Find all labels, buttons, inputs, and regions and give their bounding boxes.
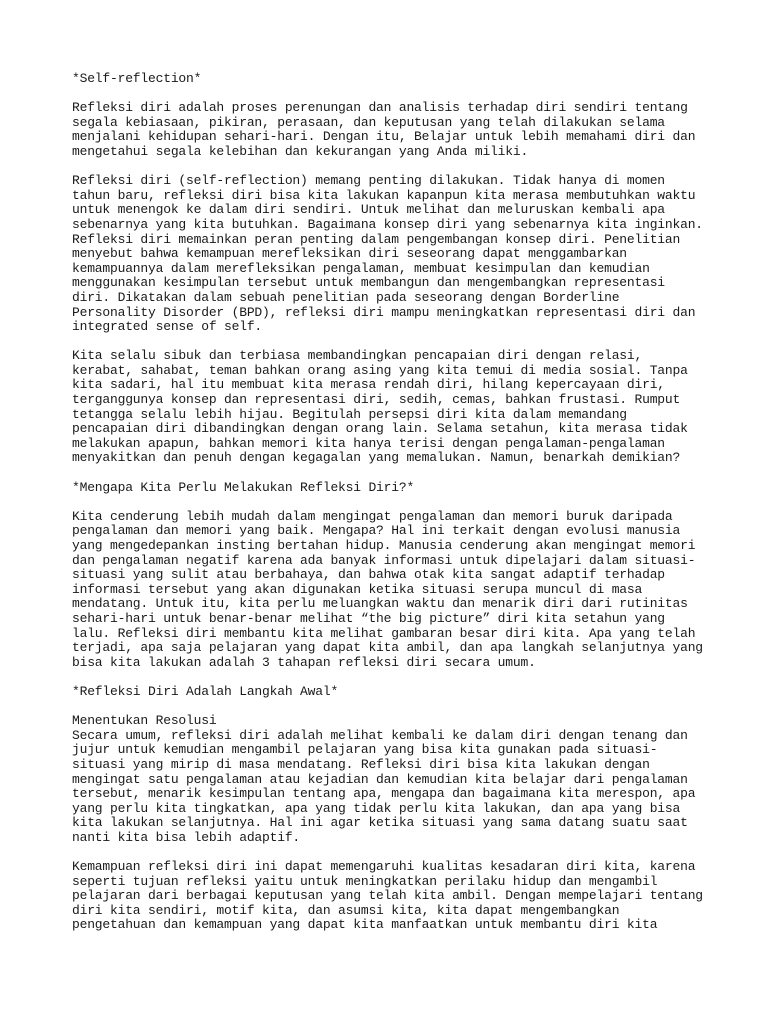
text-line: yang perlu kita tingkatkan, apa yang tidak perlu kita lakukan, dan apa yang bisa (72, 800, 681, 816)
text-line: pengetahuan dan kemampuan yang dapat kita manfaatkan untuk membantu diri kita (72, 917, 658, 933)
text-line: pengalaman dan memori yang baik. Mengapa? Hal ini terkait dengan evolusi manusia (72, 523, 681, 539)
section-heading (72, 481, 712, 496)
text-line: Secara umum, refleksi diri adalah melihat kembali ke dalam diri dengan tenang dan (72, 727, 688, 743)
text-line: diri. Dikatakan dalam sebuah penelitian pada seseorang dengan Borderline (72, 289, 620, 305)
text-line: mengingat satu pengalaman atau kejadian dan kemudian kita belajar dari pengalaman (72, 771, 688, 787)
text-line: situasi yang sulit atau berbahaya, dan bahwa otak kita sangat adaptif terhadap (72, 567, 665, 583)
text-line: diri kita sendiri, motif kita, dan asumsi kita, kita dapat mengembangkan (72, 902, 620, 918)
paragraph (72, 174, 712, 335)
text-line: menyakitkan dan penuh dengan kegagalan yang memalukan. Namun, benarkah demikian? (72, 450, 681, 466)
text-line: kita lakukan selanjutnya. Hal ini agar ketika situasi yang sama datang suatu saat (72, 815, 688, 831)
text-line: kemampuannya dalam merefleksikan pengalaman, membuat kesimpulan dan kemudian (72, 260, 650, 276)
section-heading (72, 685, 712, 700)
text-line: Kita selalu sibuk dan terbiasa membandingkan pencapaian diri dengan relasi, (72, 348, 643, 364)
text-line: situasi yang mirip di masa mendatang. Refleksi diri bisa kita lakukan dengan (72, 756, 650, 772)
text-line: bisa kita lakukan adalah 3 tahapan refleksi diri secara umum. (72, 654, 536, 670)
heading-text: *Mengapa Kita Perlu Melakukan Refleksi Diri?* (72, 479, 415, 495)
paragraph (72, 860, 712, 933)
paragraph (72, 510, 712, 671)
text-line: integrated sense of self. (72, 319, 263, 335)
text-line: Personality Disorder (BPD), refleksi diri mampu meningkatkan representasi diri dan (72, 304, 696, 320)
text-line: informasi tersebut yang akan digunakan ketika situasi serupa muncul di masa (72, 581, 643, 597)
text-line: Kita cenderung lebih mudah dalam mengingat pengalaman dan memori buruk daripada (72, 508, 673, 524)
text-line: melakukan apapun, bahkan memori kita hanya terisi dengan pengalaman-pengalaman (72, 435, 665, 451)
heading-text: *Self-reflection* (72, 71, 202, 86)
paragraph (72, 714, 712, 845)
text-line: kerabat, sahabat, teman bahkan orang asing yang kita temui di media sosial. Tanpa (72, 362, 688, 378)
document-page (72, 72, 712, 948)
paragraph (72, 349, 712, 466)
paragraph (72, 101, 712, 159)
text-line: lalu. Refleksi diri membantu kita melihat gambaran besar diri kita. Apa yang telah (72, 625, 696, 641)
text-line: jujur untuk kemudian mengambil pelajaran yang bisa kita gunakan pada situasi- (72, 742, 658, 758)
text-line: nanti kita bisa lebih adaptif. (72, 829, 301, 845)
text-line: Kemampuan refleksi diri ini dapat memengaruhi kualitas kesadaran diri kita, karena (72, 859, 696, 875)
text-line: sebenarnya yang kita butuhkan. Bagaimana konsep diri yang sebenarnya kita inginkan. (72, 216, 703, 232)
text-line: untuk menengok ke dalam diri sendiri. Untuk melihat dan meluruskan kembali apa (72, 202, 665, 218)
text-line: segala kebiasaan, pikiran, perasaan, dan keputusan yang telah dilakukan selama (72, 114, 665, 130)
text-line: menjalani kehidupan sehari-hari. Dengan itu, Belajar untuk lebih memahami diri dan (72, 129, 696, 145)
heading-text: *Refleksi Diri Adalah Langkah Awal* (72, 683, 339, 699)
text-line: terjadi, apa saja pelajaran yang dapat kita ambil, dan apa langkah selanjutnya yang (72, 640, 703, 656)
text-line: dan pengalaman negatif karena ada banyak informasi untuk dipelajari dalam situasi- (72, 552, 696, 568)
text-line: terganggunya konsep dan representasi diri, sedih, cemas, bahkan frustasi. Rumput (72, 392, 681, 408)
text-line: pelajaran dari berbagai keputusan yang telah kita ambil. Dengan mempelajari tentang (72, 888, 703, 904)
section-heading (72, 72, 712, 87)
text-line: mendatang. Untuk itu, kita perlu meluangkan waktu dan menarik diri dari rutinitas (72, 596, 688, 612)
text-line: pencapaian diri dibandingkan dengan orang lain. Selama setahun, kita merasa tidak (72, 421, 688, 437)
text-line: tahun baru, refleksi diri bisa kita lakukan kapanpun kita merasa membutuhkan waktu (72, 187, 696, 203)
text-line: yang mengedepankan insting bertahan hidup. Manusia cenderung akan mengingat memori (72, 538, 696, 553)
text-line: mengetahui segala kelebihan dan kekurangan yang Anda miliki. (72, 143, 529, 159)
text-line: Refleksi diri (self-reflection) memang penting dilakukan. Tidak hanya di momen (72, 173, 665, 189)
text-line: menggunakan kesimpulan tersebut untuk membangun dan mengembangkan representasi (72, 275, 665, 291)
text-line: seperti tujuan refleksi yaitu untuk meningkatkan perilaku hidup dan mengambil (72, 873, 658, 889)
text-line: tersebut, menarik kesimpulan tentang apa, mengapa dan bagaimana kita merespon, apa (72, 786, 696, 802)
text-line: tetangga selalu lebih hijau. Begitulah persepsi diri kita dalam memandang (72, 406, 627, 422)
text-line: kita sadari, hal itu membuat kita merasa rendah diri, hilang kepercayaan diri, (72, 377, 665, 393)
text-line: Refleksi diri adalah proses perenungan dan analisis terhadap diri sendiri tentang (72, 100, 688, 116)
text-line: Refleksi diri memainkan peran penting dalam pengembangan konsep diri. Penelitian (72, 231, 681, 247)
text-line: sehari-hari untuk benar-benar melihat “the big picture” diri kita setahun yang (72, 610, 665, 626)
text-line: Menentukan Resolusi (72, 713, 217, 729)
text-line: menyebut bahwa kemampuan merefleksikan diri seseorang dapat menggambarkan (72, 246, 627, 262)
